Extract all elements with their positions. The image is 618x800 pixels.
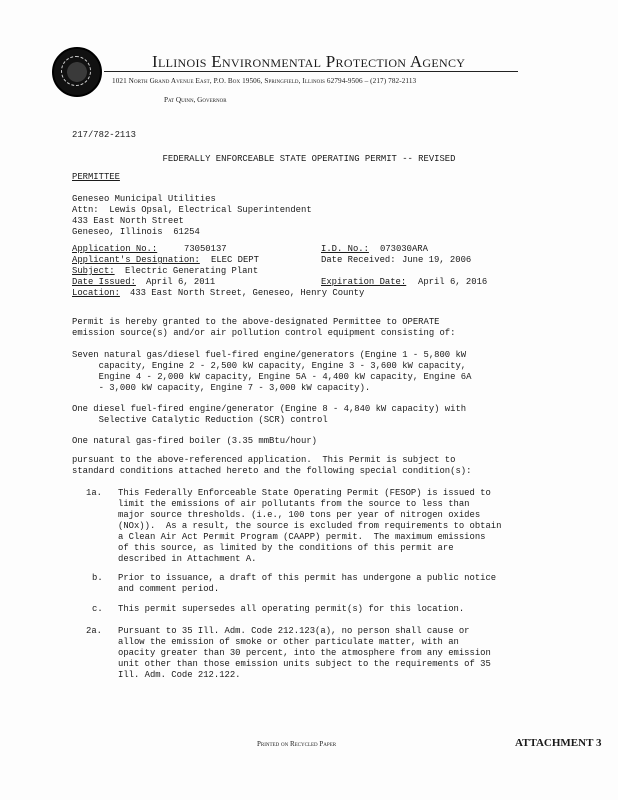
- date-received-label: Date Received:: [321, 255, 396, 265]
- governor-name: Pat Quinn, Governor: [164, 96, 227, 104]
- condition-number: c.: [92, 604, 103, 614]
- conditions-intro: pursuant to the above-referenced application. This Permit is subject to standard conditions attached hereto and the following special condition(s):: [72, 455, 472, 476]
- agency-seal-icon: [52, 47, 102, 97]
- permittee-city: Geneseo, Illinois 61254: [72, 227, 200, 237]
- permittee-attn: Attn: Lewis Opsal, Electrical Superintendent: [72, 205, 312, 215]
- permittee-label: PERMITTEE: [72, 172, 120, 182]
- permittee-street: 433 East North Street: [72, 216, 184, 226]
- id-no-value: 073030ARA: [380, 244, 428, 254]
- expiration-label: Expiration Date:: [321, 277, 407, 287]
- location-value: 433 East North Street, Geneseo, Henry County: [130, 288, 365, 298]
- condition-number: b.: [92, 573, 103, 583]
- condition-text: This permit supersedes all operating permit(s) for this location.: [118, 604, 465, 614]
- date-received-value: June 19, 2006: [402, 255, 472, 265]
- document-title: FEDERALLY ENFORCEABLE STATE OPERATING PERMIT -- REVISED: [162, 154, 456, 164]
- id-no-label: I.D. No.:: [321, 244, 369, 254]
- source-item: One natural gas-fired boiler (3.35 mmBtu/hour): [72, 436, 317, 446]
- subject-label: Subject:: [72, 266, 115, 276]
- condition-text: This Federally Enforceable State Operating Permit (FESOP) is issued to limit the emissions of air pollutants from the source to less than major source thresholds. (i.e., 100 tons per year of nitrogen oxides (NOx)). As a result, the source is excluded from requirements to obtain a Clean Air Act Permit Program (CAAPP) permit. The maximum emissions of this source, as limited by the conditions of this permit are described in Attachment A.: [118, 488, 502, 564]
- application-no-label: Application No.:: [72, 244, 158, 254]
- application-no-value: 73050137: [184, 244, 227, 254]
- source-item: One diesel fuel-fired engine/generator (Engine 8 - 4,840 kW capacity) with Selective Catalytic Reduction (SCR) control: [72, 404, 467, 425]
- attachment-label: ATTACHMENT 3: [515, 737, 602, 749]
- designation-label: Applicant's Designation:: [72, 255, 200, 265]
- phone-number: 217/782-2113: [72, 130, 136, 140]
- location-label: Location:: [72, 288, 120, 298]
- condition-number: 1a.: [86, 488, 102, 498]
- subject-value: Electric Generating Plant: [125, 266, 259, 276]
- agency-name: Illinois Environmental Protection Agency: [152, 52, 466, 71]
- agency-address: 1021 North Grand Avenue East, P.O. Box 19506, Springfield, Illinois 62794-9506 – (217) 782-2113: [112, 77, 417, 85]
- designation-value: ELEC DEPT: [211, 255, 259, 265]
- date-issued-value: April 6, 2011: [146, 277, 216, 287]
- grant-paragraph: Permit is hereby granted to the above-designated Permittee to OPERATE emission source(s) and/or air pollution control equipment consisting of:: [72, 317, 456, 338]
- condition-number: 2a.: [86, 626, 102, 636]
- recycled-paper-note: Printed on Recycled Paper: [257, 740, 337, 748]
- permittee-name: Geneseo Municipal Utilities: [72, 194, 216, 204]
- condition-text: Pursuant to 35 Ill. Adm. Code 212.123(a), no person shall cause or allow the emission of smoke or other particulate matter, with an opacity greater than 30 percent, into the atmosphere from any emission unit other than those emission units subject to the requirements of 35 Ill. Adm. Code 212.122.: [118, 626, 491, 680]
- letterhead-rule: [104, 71, 518, 72]
- date-issued-label: Date Issued:: [72, 277, 136, 287]
- source-item: Seven natural gas/diesel fuel-fired engine/generators (Engine 1 - 5,800 kW capacity, Engine 2 - 2,500 kW capacity, Engine 3 - 3,600 kW capacity, Engine 4 - 2,000 kW capacity, Engine 5A - 4,400 kW capacity, Engine 6A - 3,000 kW capacity, Engine 7 - 3,000 kW capacity).: [72, 350, 472, 393]
- condition-text: Prior to issuance, a draft of this permit has undergone a public notice and comment period.: [118, 573, 497, 594]
- expiration-value: April 6, 2016: [418, 277, 488, 287]
